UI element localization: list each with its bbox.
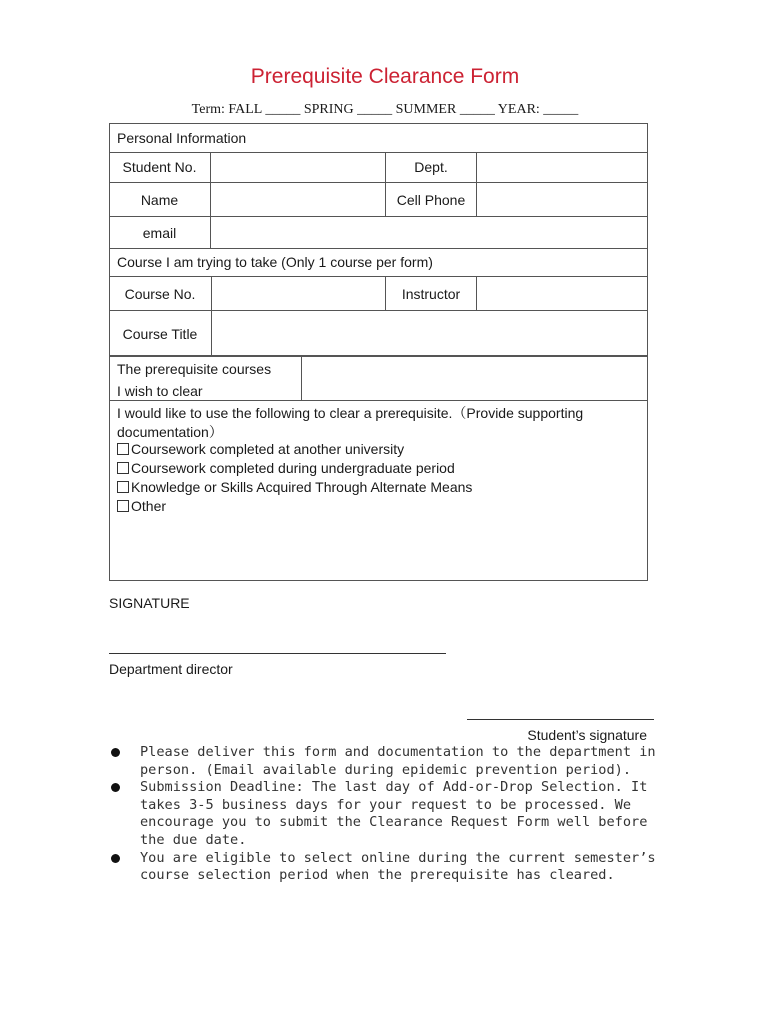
signature-heading: SIGNATURE xyxy=(109,595,190,611)
row-divider xyxy=(109,248,648,249)
prereq-label-line2: I wish to clear xyxy=(117,383,203,399)
dept-label: Dept. xyxy=(414,159,448,175)
notes-list xyxy=(108,744,668,885)
email-label: email xyxy=(142,225,177,241)
bullet-icon xyxy=(111,783,120,792)
checkbox[interactable] xyxy=(117,500,129,512)
clear-method-options xyxy=(115,439,472,515)
student-signature-label: Student’s signature xyxy=(527,727,647,743)
instructor-label: Instructor xyxy=(401,286,461,302)
list-item xyxy=(108,850,668,885)
note-text: Submission Deadline: The last day of Add-or-Drop Selection. It takes 3-5 business days for your request to be processed. We encourage you to submit the Clearance Request Form well before the due date. xyxy=(140,779,648,848)
student-no-field[interactable] xyxy=(211,153,385,182)
email-field[interactable] xyxy=(211,217,647,248)
course-title-field[interactable] xyxy=(212,311,647,355)
option-other-university[interactable] xyxy=(115,439,472,458)
prereq-label-line1: The prerequisite courses xyxy=(117,361,272,377)
clear-method-intro-line1: I would like to use the following to clear a prerequisite.（Provide supporting xyxy=(117,405,584,421)
course-no-label: Course No. xyxy=(124,286,196,302)
course-title-label: Course Title xyxy=(122,326,198,342)
option-other[interactable] xyxy=(115,496,472,515)
director-label: Department director xyxy=(109,661,233,677)
clearance-form-table xyxy=(109,123,648,581)
bullet-icon xyxy=(111,748,120,757)
name-label: Name xyxy=(140,192,179,208)
student-no-label: Student No. xyxy=(122,159,197,175)
note-text: You are eligible to select online during the current semester’s course selection period when the prerequisite has cleared. xyxy=(140,849,656,884)
row-divider xyxy=(109,400,648,401)
director-signature-line[interactable] xyxy=(109,653,446,654)
prereq-courses-field[interactable] xyxy=(302,357,647,400)
term-line: Term: FALL _____ SPRING _____ SUMMER _____ YEAR: _____ xyxy=(191,102,579,117)
dept-field[interactable] xyxy=(477,153,647,182)
cell-phone-label: Cell Phone xyxy=(396,192,466,208)
cell-phone-field[interactable] xyxy=(477,183,647,216)
option-alternate-means[interactable] xyxy=(115,477,472,496)
instructor-field[interactable] xyxy=(477,277,647,310)
course-header: Course I am trying to take (Only 1 course per form) xyxy=(117,254,433,270)
option-label: Coursework completed at another university xyxy=(131,440,405,457)
personal-info-header: Personal Information xyxy=(117,130,247,146)
note-text: Please deliver this form and documentation to the department in person. (Email available during epidemic prevention period). xyxy=(140,744,656,778)
checkbox[interactable] xyxy=(117,443,129,455)
border-right xyxy=(647,123,648,581)
option-label: Other xyxy=(131,497,167,514)
checkbox[interactable] xyxy=(117,462,129,474)
option-label: Coursework completed during undergraduate period xyxy=(131,459,455,476)
option-undergraduate[interactable] xyxy=(115,458,472,477)
form-title: Prerequisite Clearance Form xyxy=(250,65,520,88)
border-top xyxy=(109,123,648,124)
border-bottom xyxy=(109,580,648,581)
checkbox[interactable] xyxy=(117,481,129,493)
name-field[interactable] xyxy=(211,183,385,216)
course-no-field[interactable] xyxy=(212,277,385,310)
clear-method-intro-line2: documentation） xyxy=(117,424,223,440)
list-item xyxy=(108,744,668,779)
bullet-icon xyxy=(111,854,120,863)
student-signature-line[interactable] xyxy=(467,719,654,720)
option-label: Knowledge or Skills Acquired Through Alternate Means xyxy=(131,478,473,495)
list-item xyxy=(108,779,668,849)
